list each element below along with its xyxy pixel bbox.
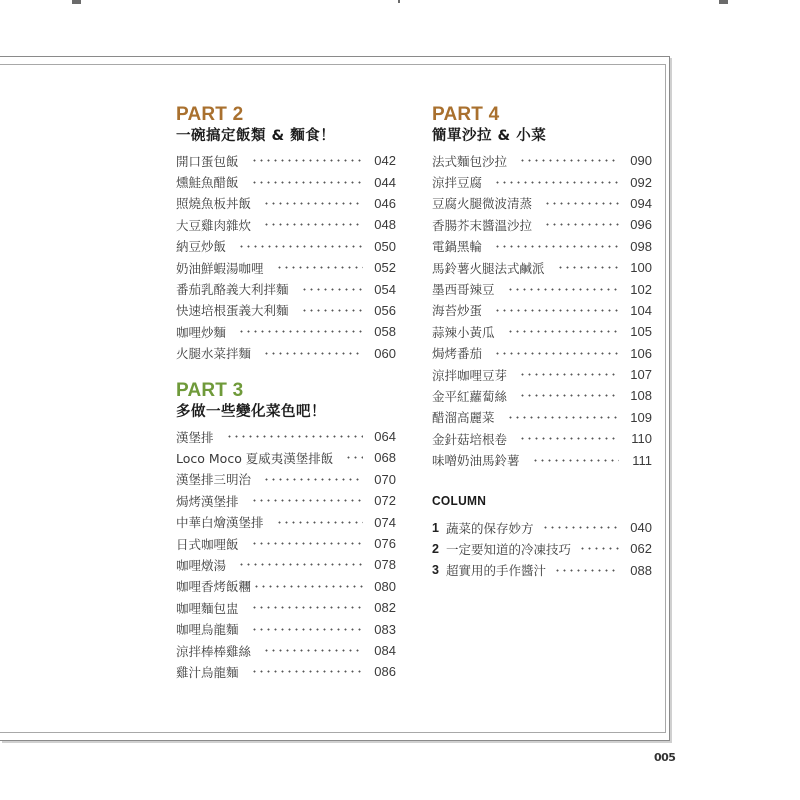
dot-leader (253, 585, 363, 588)
dot-leader (579, 547, 619, 550)
dot-leader (519, 394, 619, 397)
column-entries (432, 517, 652, 581)
part2-title: 一碗搞定飯類 & 麵食！ (176, 128, 336, 144)
dot-leader (251, 670, 363, 673)
toc-entry[interactable] (432, 236, 652, 257)
column-entry[interactable] (432, 560, 652, 581)
column-entry[interactable] (432, 538, 652, 559)
toc-entry-title: 味噌奶油馬鈴薯 (432, 453, 520, 469)
column-entry-number: 1 (432, 520, 439, 535)
toc-entry-page: 105 (630, 324, 652, 340)
toc-right-column (432, 104, 652, 597)
dot-leader (301, 288, 363, 291)
toc-entry[interactable] (176, 426, 396, 447)
toc-entry[interactable] (176, 171, 396, 192)
toc-entry-title: 電鍋黑輪 (432, 239, 483, 255)
column-entry-number: 2 (432, 541, 439, 556)
toc-entry-title: 涼拌咖哩豆芽 (432, 367, 508, 383)
toc-entry-page: 108 (630, 388, 652, 404)
toc-entry-title: 火腿水菜拌麵 (176, 346, 252, 362)
toc-entry-title: 日式咖哩飯 (176, 536, 239, 552)
toc-entry[interactable] (432, 343, 652, 364)
toc-entry-page: 072 (374, 493, 396, 509)
dot-leader (263, 352, 363, 355)
toc-entry-page: 102 (630, 281, 652, 297)
toc-entry-page: 090 (630, 153, 652, 169)
toc-entry[interactable] (432, 278, 652, 299)
toc-entry-page: 111 (632, 452, 652, 468)
dot-leader (494, 245, 619, 248)
dot-leader (542, 526, 619, 529)
toc-entry-page: 076 (374, 536, 396, 552)
dot-leader (507, 416, 619, 419)
toc-entry[interactable] (176, 661, 396, 682)
dot-leader (519, 437, 619, 440)
toc-entry-page: 046 (374, 195, 396, 211)
dot-leader (519, 159, 619, 162)
dot-leader (263, 202, 363, 205)
toc-entry-page: 109 (630, 409, 652, 425)
crop-mark-center (398, 0, 400, 3)
part4-title: 簡單沙拉 & 小菜 (432, 128, 547, 144)
toc-entry-page: 080 (374, 578, 396, 594)
dot-leader (251, 606, 363, 609)
toc-entry-title: 照燒魚板丼飯 (176, 196, 252, 212)
toc-entry-title: 焗烤漢堡排 (176, 493, 239, 509)
part3-entries (176, 426, 396, 683)
toc-entry-page: 052 (374, 260, 396, 276)
toc-entry-page: 050 (374, 238, 396, 254)
toc-entry-page: 070 (374, 471, 396, 487)
column-entry[interactable] (432, 517, 652, 538)
part3-section (176, 380, 396, 683)
toc-entry-title: 奶油鮮蝦湯咖哩 (176, 260, 264, 276)
toc-entry-page: 082 (374, 600, 396, 616)
column-section (432, 493, 652, 581)
toc-entry[interactable] (432, 364, 652, 385)
dot-leader (263, 223, 363, 226)
dot-leader (554, 569, 619, 572)
dot-leader (494, 352, 619, 355)
toc-entry-title: 大豆雞肉雜炊 (176, 217, 252, 233)
toc-entry-page: 060 (374, 345, 396, 361)
toc-entry[interactable] (432, 214, 652, 235)
toc-entry-title: 墨西哥辣豆 (432, 282, 495, 298)
part2-entries (176, 150, 396, 364)
toc-entry[interactable] (432, 193, 652, 214)
dot-leader (507, 330, 619, 333)
toc-entry-page: 092 (630, 174, 652, 190)
toc-entry-title: 咖哩麵包盅 (176, 600, 239, 616)
toc-entry-page: 086 (374, 664, 396, 680)
toc-entry-page: 106 (630, 345, 652, 361)
toc-entry-page: 104 (630, 302, 652, 318)
toc-entry-title: 醋溜高麗菜 (432, 410, 495, 426)
part2-section (176, 104, 396, 364)
toc-entry[interactable] (176, 150, 396, 171)
toc-entry-title: 雞汁烏龍麵 (176, 664, 239, 680)
dot-leader (263, 478, 363, 481)
toc-entry-page: 094 (630, 195, 652, 211)
toc-entry-page: 056 (374, 302, 396, 318)
toc-entry-title: 焗烤番茄 (432, 346, 483, 362)
toc-entry-title: 超實用的手作醬汁 (446, 563, 547, 579)
dot-leader (251, 499, 363, 502)
toc-entry-page: 058 (374, 324, 396, 340)
toc-entry-title: 漢堡排三明治 (176, 472, 252, 488)
toc-entry-title: 豆腐火腿微波清蒸 (432, 196, 533, 212)
toc-entry[interactable] (176, 533, 396, 554)
toc-entry-title: 咖哩炒麵 (176, 324, 227, 340)
toc-entry-page: 088 (630, 562, 652, 578)
toc-entry-page: 048 (374, 217, 396, 233)
toc-entry[interactable] (432, 257, 652, 278)
toc-entry[interactable] (176, 300, 396, 321)
toc-entry-title: 咖哩燉湯 (176, 557, 227, 573)
toc-entry-page: 100 (630, 260, 652, 276)
toc-entry[interactable] (432, 385, 652, 406)
toc-entry[interactable] (176, 447, 396, 468)
toc-entry-title: 中華白燴漢堡排 (176, 515, 264, 531)
toc-entry-title: 燻鮭魚醋飯 (176, 175, 239, 191)
part3-label: PART 3 (176, 379, 244, 401)
toc-entry-title: 蒜辣小黃瓜 (432, 324, 495, 340)
dot-leader (276, 521, 363, 524)
toc-entry-page: 084 (374, 643, 396, 658)
toc-entry[interactable] (176, 576, 396, 597)
toc-entry[interactable] (432, 449, 652, 470)
crop-mark-left (72, 0, 81, 4)
toc-entry-title: 金平紅蘿蔔絲 (432, 388, 508, 404)
toc-entry[interactable] (432, 407, 652, 428)
toc-entry[interactable] (432, 300, 652, 321)
toc-entry-title: 金針菇培根卷 (432, 431, 508, 447)
page-number: 005 (654, 751, 676, 764)
toc-entry-page: 078 (374, 557, 396, 573)
toc-entry[interactable] (176, 597, 396, 618)
toc-entry-title: 海苔炒蛋 (432, 303, 483, 319)
dot-leader (226, 435, 363, 438)
toc-entry-title: 番茄乳酪義大利拌麵 (176, 282, 289, 298)
dot-leader (238, 330, 363, 333)
toc-entry[interactable] (432, 171, 652, 192)
column-entry-number: 3 (432, 563, 439, 578)
dot-leader (251, 628, 363, 631)
part4-entries (432, 150, 652, 471)
toc-entry-title: 蔬菜的保存妙方 (446, 520, 534, 536)
toc-entry-page: 107 (630, 367, 652, 383)
toc-entry[interactable] (432, 150, 652, 171)
toc-entry[interactable] (176, 214, 396, 235)
toc-entry-page: 074 (374, 514, 396, 530)
toc-entry[interactable] (432, 428, 652, 449)
dot-leader (507, 288, 619, 291)
toc-entry-title: 馬鈴薯火腿法式鹹派 (432, 260, 545, 276)
part2-label: PART 2 (176, 104, 244, 125)
toc-entry-page: 098 (630, 238, 652, 254)
toc-entry-title: 納豆炒飯 (176, 239, 227, 255)
toc-entry-title: Loco Moco 夏威夷漢堡排飯 (176, 450, 334, 466)
toc-entry-page: 054 (374, 281, 396, 297)
dot-leader (276, 266, 363, 269)
dot-leader (238, 563, 363, 566)
toc-entry-page: 042 (374, 153, 396, 169)
dot-leader (494, 181, 619, 184)
part4-label: PART 4 (432, 104, 500, 125)
toc-entry-title: 咖哩烏龍麵 (176, 622, 239, 638)
part4-section (432, 104, 652, 471)
toc-entry-page: 083 (374, 621, 396, 637)
dot-leader (251, 542, 363, 545)
toc-entry[interactable] (176, 618, 396, 639)
toc-left-column (176, 104, 396, 699)
dot-leader (544, 223, 619, 226)
toc-entry[interactable] (176, 511, 396, 532)
toc-entry[interactable] (176, 640, 396, 661)
toc-entry[interactable] (176, 343, 396, 364)
toc-entry[interactable] (176, 554, 396, 575)
toc-entry-page: 096 (630, 217, 652, 233)
dot-leader (532, 459, 619, 462)
toc-entry-title: 開口蛋包飯 (176, 153, 239, 169)
dot-leader (301, 309, 363, 312)
toc-entry-title: 涼拌棒棒雞絲 (176, 643, 252, 659)
toc-entry[interactable] (432, 321, 652, 342)
dot-leader (544, 202, 619, 205)
toc-entry-title: 快速培根蛋義大利麵 (176, 303, 289, 319)
dot-leader (345, 456, 363, 459)
toc-entry-page: 062 (630, 541, 652, 557)
toc-entry-title: 香腸芥末醬溫沙拉 (432, 217, 533, 233)
toc-entry[interactable] (176, 490, 396, 511)
toc-entry-page: 068 (374, 450, 396, 466)
dot-leader (238, 245, 363, 248)
crop-mark-right (719, 0, 728, 4)
dot-leader (557, 266, 619, 269)
dot-leader (251, 159, 363, 162)
dot-leader (494, 309, 619, 312)
toc-entry[interactable] (176, 236, 396, 257)
toc-entry-title: 一定要知道的冷凍技巧 (446, 541, 572, 557)
dot-leader (263, 649, 363, 652)
toc-entry-page: 064 (374, 429, 396, 445)
toc-entry[interactable] (176, 321, 396, 342)
toc-entry[interactable] (176, 257, 396, 278)
toc-entry-title: 漢堡排 (176, 429, 214, 445)
part3-title: 多做一些變化菜色吧！ (176, 403, 326, 420)
toc-entry[interactable] (176, 193, 396, 214)
toc-entry-page: 040 (630, 520, 652, 536)
toc-entry-title: 涼拌豆腐 (432, 175, 483, 191)
column-heading: COLUMN (432, 492, 487, 508)
toc-entry-page: 044 (374, 174, 396, 190)
dot-leader (519, 373, 619, 376)
toc-entry-title: 法式麵包沙拉 (432, 153, 508, 169)
toc-entry[interactable] (176, 278, 396, 299)
toc-entry-title: 咖哩香烤飯糰 (176, 579, 252, 595)
toc-entry[interactable] (176, 469, 396, 490)
toc-entry-page: 110 (631, 431, 652, 447)
dot-leader (251, 181, 363, 184)
